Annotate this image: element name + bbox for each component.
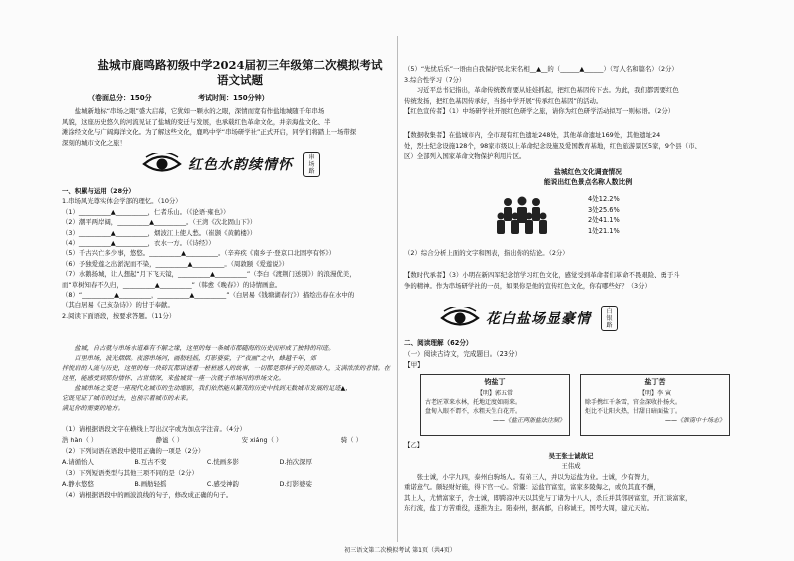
- option-item: B.互古不变: [134, 458, 167, 466]
- pinyin-item: 安 xiáng（ ）: [241, 436, 283, 444]
- section1-heading: 一、积累与运用（28分）: [62, 187, 135, 195]
- chart-title: 盐城红色文化调查情况: [554, 168, 622, 176]
- question-line: （7）水鹅扬城，让人想起“月下飞天镜，__________▲__________”（李白《渡荆门送别》）的浪漫优美，: [62, 270, 356, 279]
- section2-yi: 【乙】: [404, 441, 424, 449]
- options-a: [62, 457, 312, 468]
- poem-line: 賖手携红千条雪，官金深收扑扬火。: [585, 399, 682, 406]
- page-subtitle: 语文试题: [217, 73, 263, 87]
- options-b: [62, 479, 312, 490]
- pinyin-question: （1）请根据语段文字在横线上写出汉字或为加点字注音。（4分）: [62, 425, 246, 433]
- passage-line: 盐城，自古就与串场水道难有不解之缘，这里的每一条城市都随海的历史而形成了独特的印迹。: [74, 345, 335, 352]
- right-line: 【数时代承者】（3）小明在新四军纪念馆学习红色文化，感觉受到革命者们革命不畏艰险、勇于斗: [404, 271, 680, 279]
- column-divider: [397, 36, 398, 542]
- right-line: 争的精神。作为串场研学社的一员，如果你是他的宣传红色文化，你有哪些好？（3分）: [404, 281, 651, 290]
- essay-title: 吴王张士诚故记: [548, 451, 594, 460]
- right-line: 3.综合性学习（7分）: [404, 75, 466, 84]
- section1: [62, 186, 392, 321]
- question-line: （1）__________▲__________，仁者乐山。（《论语·雍也》）: [62, 207, 230, 216]
- banner-left: [142, 150, 320, 178]
- banner-left-stamp: 串场路: [303, 152, 320, 177]
- total-score: （卷面总分：150分: [88, 94, 152, 102]
- passage: [62, 344, 392, 414]
- pinyin-item: 浩 hàn（ ）: [62, 436, 98, 444]
- intro-line: 深刻的城市文化之旅！: [62, 138, 126, 147]
- chart-legend-entry: 2处41.1%: [588, 216, 620, 224]
- option-item: A.请循怡人: [62, 458, 94, 466]
- intro-line: 滩涂经文化与广阔海洋文化。为了解这些文化，鹿鸣中学“串场研学社”正式开启，同学们将踏上一场带探: [62, 128, 357, 136]
- exam-meta: [88, 93, 388, 103]
- section2-heading: 二、阅读理解（62分）: [404, 339, 473, 347]
- last-question: （4）请根据语段中的画波浪线的句子，修改成正确的句子。: [62, 491, 233, 499]
- pinyin-item: 骑（ ）: [340, 436, 362, 444]
- poem-line: 盘甸入眼不谓不，水粗天生白花开。: [425, 408, 522, 415]
- survey-chart: [468, 166, 708, 246]
- right-line: （5）“先忧后乐”一语由自我保护民北宋名相__▲__的（______▲______）（写人名和篇名）（2分）: [404, 65, 678, 73]
- chart-legend-entry: 3处25.6%: [588, 205, 620, 214]
- chart-subtitle: 能说出红色景点名称人数比例: [543, 178, 633, 186]
- passage-line: 这里，能感受到那份情怀、古世情深，来盐城赏一座一次就子串场河的串场文化。: [62, 375, 285, 382]
- poem-source: ——《淮南中十场志》: [664, 417, 725, 424]
- right-line: 区）全部列入国家革命文物保护利用片区。: [404, 152, 526, 160]
- eye-icon: [440, 307, 480, 329]
- page-footer: 初三语文第二次模拟考试 第1页（共4页）: [344, 547, 456, 554]
- poem-author: 【明】郭五常: [476, 390, 513, 397]
- option-item: D.灯影婆娑: [279, 480, 312, 488]
- section2: [404, 338, 738, 371]
- essay: [404, 440, 738, 514]
- poem-box-2: [580, 374, 730, 436]
- option-item: A.静水悠悠: [62, 480, 94, 488]
- left-questions: [62, 424, 392, 501]
- question-line: （5）千古兴亡多少事，悠悠。__________▲__________。（辛弃疾《南乡子·登京口北固亭有怀》）: [62, 249, 336, 258]
- question-line: （8）“__________▲__________，__________▲__________”（白居易《钱塘湖春行》）描绘出春在水中的: [62, 291, 355, 300]
- question-line: 而“草树知春不久归，__________▲__________”（韩愈《晚春》）的诗情画意。: [62, 280, 282, 289]
- poem-box-1: [420, 374, 570, 436]
- exam-time: 考试时间：150分钟）: [198, 94, 269, 102]
- passage-line: 盐城串场之变是一座现代化城市的生动缩影，我们依然能从繁茂的历史中找到无数城市发展的足迹▲，: [74, 385, 352, 392]
- passage-line: 百里串场，波光熠熠。夜游串场河，画舫轻摇，灯影婆娑，于“夜画”之中，蜂越千年，郊: [74, 355, 316, 362]
- option-item: C.恍画多影: [206, 458, 239, 466]
- essay-line: 重诺意气。颇轻财好施，得下官一心。常鬻：运盐官富室，富家多陵侮之，或负其直不酬，: [404, 483, 660, 491]
- banner-right-text: 花白盐场显豪情: [486, 311, 591, 327]
- essay-line: 张士诚，小字九四，泰州白驹场人。有弟三人，并以为运盐为业。士诚，少有膂力，: [416, 472, 654, 481]
- page-title: 盐城市鹿鸣路初级中学2024届初三年级第二次模拟考试: [97, 58, 383, 72]
- right-line: 习近平总书记指出，革命传统教育要从娃娃抓起，把红色基因传下去。为此，我们都需要红色: [416, 86, 679, 94]
- question-line: （3）__________▲__________，烟波江上使人愁。（崔颢《黄鹤楼》）: [62, 228, 257, 237]
- essay-author: 王伟成: [561, 462, 581, 470]
- section2-sub: （一）阅读古诗文，完成题目。（23分）: [404, 350, 522, 358]
- right-line: 处，烈士纪念设施128个，98家市级以上革命纪念设施及爱国教育基地，红色旅游景区5家，9个县（市、: [404, 141, 701, 150]
- banner-right: [440, 304, 618, 332]
- intro-line: 盐城新地标“串场之眼”盛大启幕，它犹如一颗水的之眼，深情而宽有作盐地城随千年串场: [74, 107, 325, 115]
- banner-right-stamp: 白银路: [601, 306, 618, 331]
- pinyin-items: [62, 435, 362, 446]
- right-line: 传统发扬，把红色基因传承好，当扬中学开展“传承红色基因”的活动。: [404, 96, 603, 105]
- people-icon: [492, 196, 552, 236]
- poem-line: 古老匠罩来水林，托地迂度如雨来。: [425, 399, 522, 406]
- eye-icon: [142, 153, 182, 175]
- right-top: [404, 64, 738, 117]
- section2-jia: 【甲】: [404, 361, 424, 369]
- right-heritage: [404, 270, 738, 291]
- poem-author: 【明】李 寅: [639, 390, 671, 397]
- poem-line: 炬比不让阳火热，甘甜日暗面盐丁。: [585, 408, 682, 415]
- option-item: D.拍次深厚: [279, 458, 312, 466]
- right-line: 【红色宣传者】（1）中场研学社开展红色研学之旅，请你为红色研学活动拟写一则标语。（2分）: [404, 107, 675, 115]
- options-question-a: （2）下列词语在语段中使用正确的一项是（2分）: [62, 447, 205, 455]
- passage-line: 它既见证了城市的过去，也预示着城市的未来。: [62, 395, 192, 402]
- passage-line: 拌悦肩的人流与历史，这里的每一块砖瓦都讲述着一桩桩感人的故事，一切都是那样子的美丽动人，支满浓浓的者情。在: [62, 365, 390, 372]
- right-line: （2）综合分析上面的文字和图表，指出你的结论。（2分）: [404, 249, 569, 257]
- poem-title: 盐丁苦: [644, 378, 666, 386]
- chart-legend-entry: 4处12.2%: [588, 195, 620, 203]
- question-line: 1.串场风光尊实体会学部的理忆。（10分）: [62, 197, 182, 206]
- right-q2: [404, 248, 738, 259]
- intro-line: 风貌，这座历史悠久的河流见证了盐城的变迁与发展，也承载红色革命文化，并亲海盐文化、半: [62, 117, 331, 126]
- poem-source: ——《盐正两浙盐法注制》: [492, 417, 565, 424]
- passage-line: 满足你的需要的地方。: [62, 405, 124, 412]
- right-line: 【数据收集者】在盐城市内，全市现有红色遗址248处，其他革命遗址169处，其他遗址24: [404, 131, 661, 139]
- question-line: （2）潮平两岸阔，__________▲__________。（王湾《次北固山下》）: [62, 218, 257, 227]
- intro-text: [62, 106, 392, 148]
- chart-legend-entry: 1处21.1%: [588, 226, 620, 235]
- option-item: B.画舫轻摇: [134, 480, 167, 488]
- question-line: （6）予独爱莲之出淤泥而不染，__________▲__________。（周敦颐《爱莲说》）: [62, 259, 289, 268]
- options-question-b: （3）下列短语类型与其他三项不同的是（2分）: [62, 469, 198, 477]
- pinyin-item: 静谧（ ）: [155, 436, 184, 444]
- right-data: [404, 130, 738, 162]
- option-item: C.感受神韵: [206, 480, 239, 488]
- essay-line: 其上人，尤愤富家子，舍士诚，即跨凉冲天以其党与丁诸为十八人，杀丘并其邻居富室，开汇谈富家，: [404, 493, 692, 502]
- question-line: （4）__________▲__________，衣水一方。（《诗经》）: [62, 239, 215, 248]
- question-line: （其白居易《己亥杂诗》）的甘于奉献。: [62, 301, 174, 310]
- chart-legend: [588, 194, 620, 236]
- question-line: 2.阅读下面语段，按要求答题。（11分）: [62, 311, 176, 320]
- banner-left-text: 红色水韵续情怀: [188, 157, 293, 173]
- poem-title: 钧盐丁: [484, 378, 506, 386]
- essay-line: 东行流，盐丁方苦重役，遂推为主。陷泰州，据高邮，自称诚王，国号大周，建元天祐。: [404, 504, 654, 512]
